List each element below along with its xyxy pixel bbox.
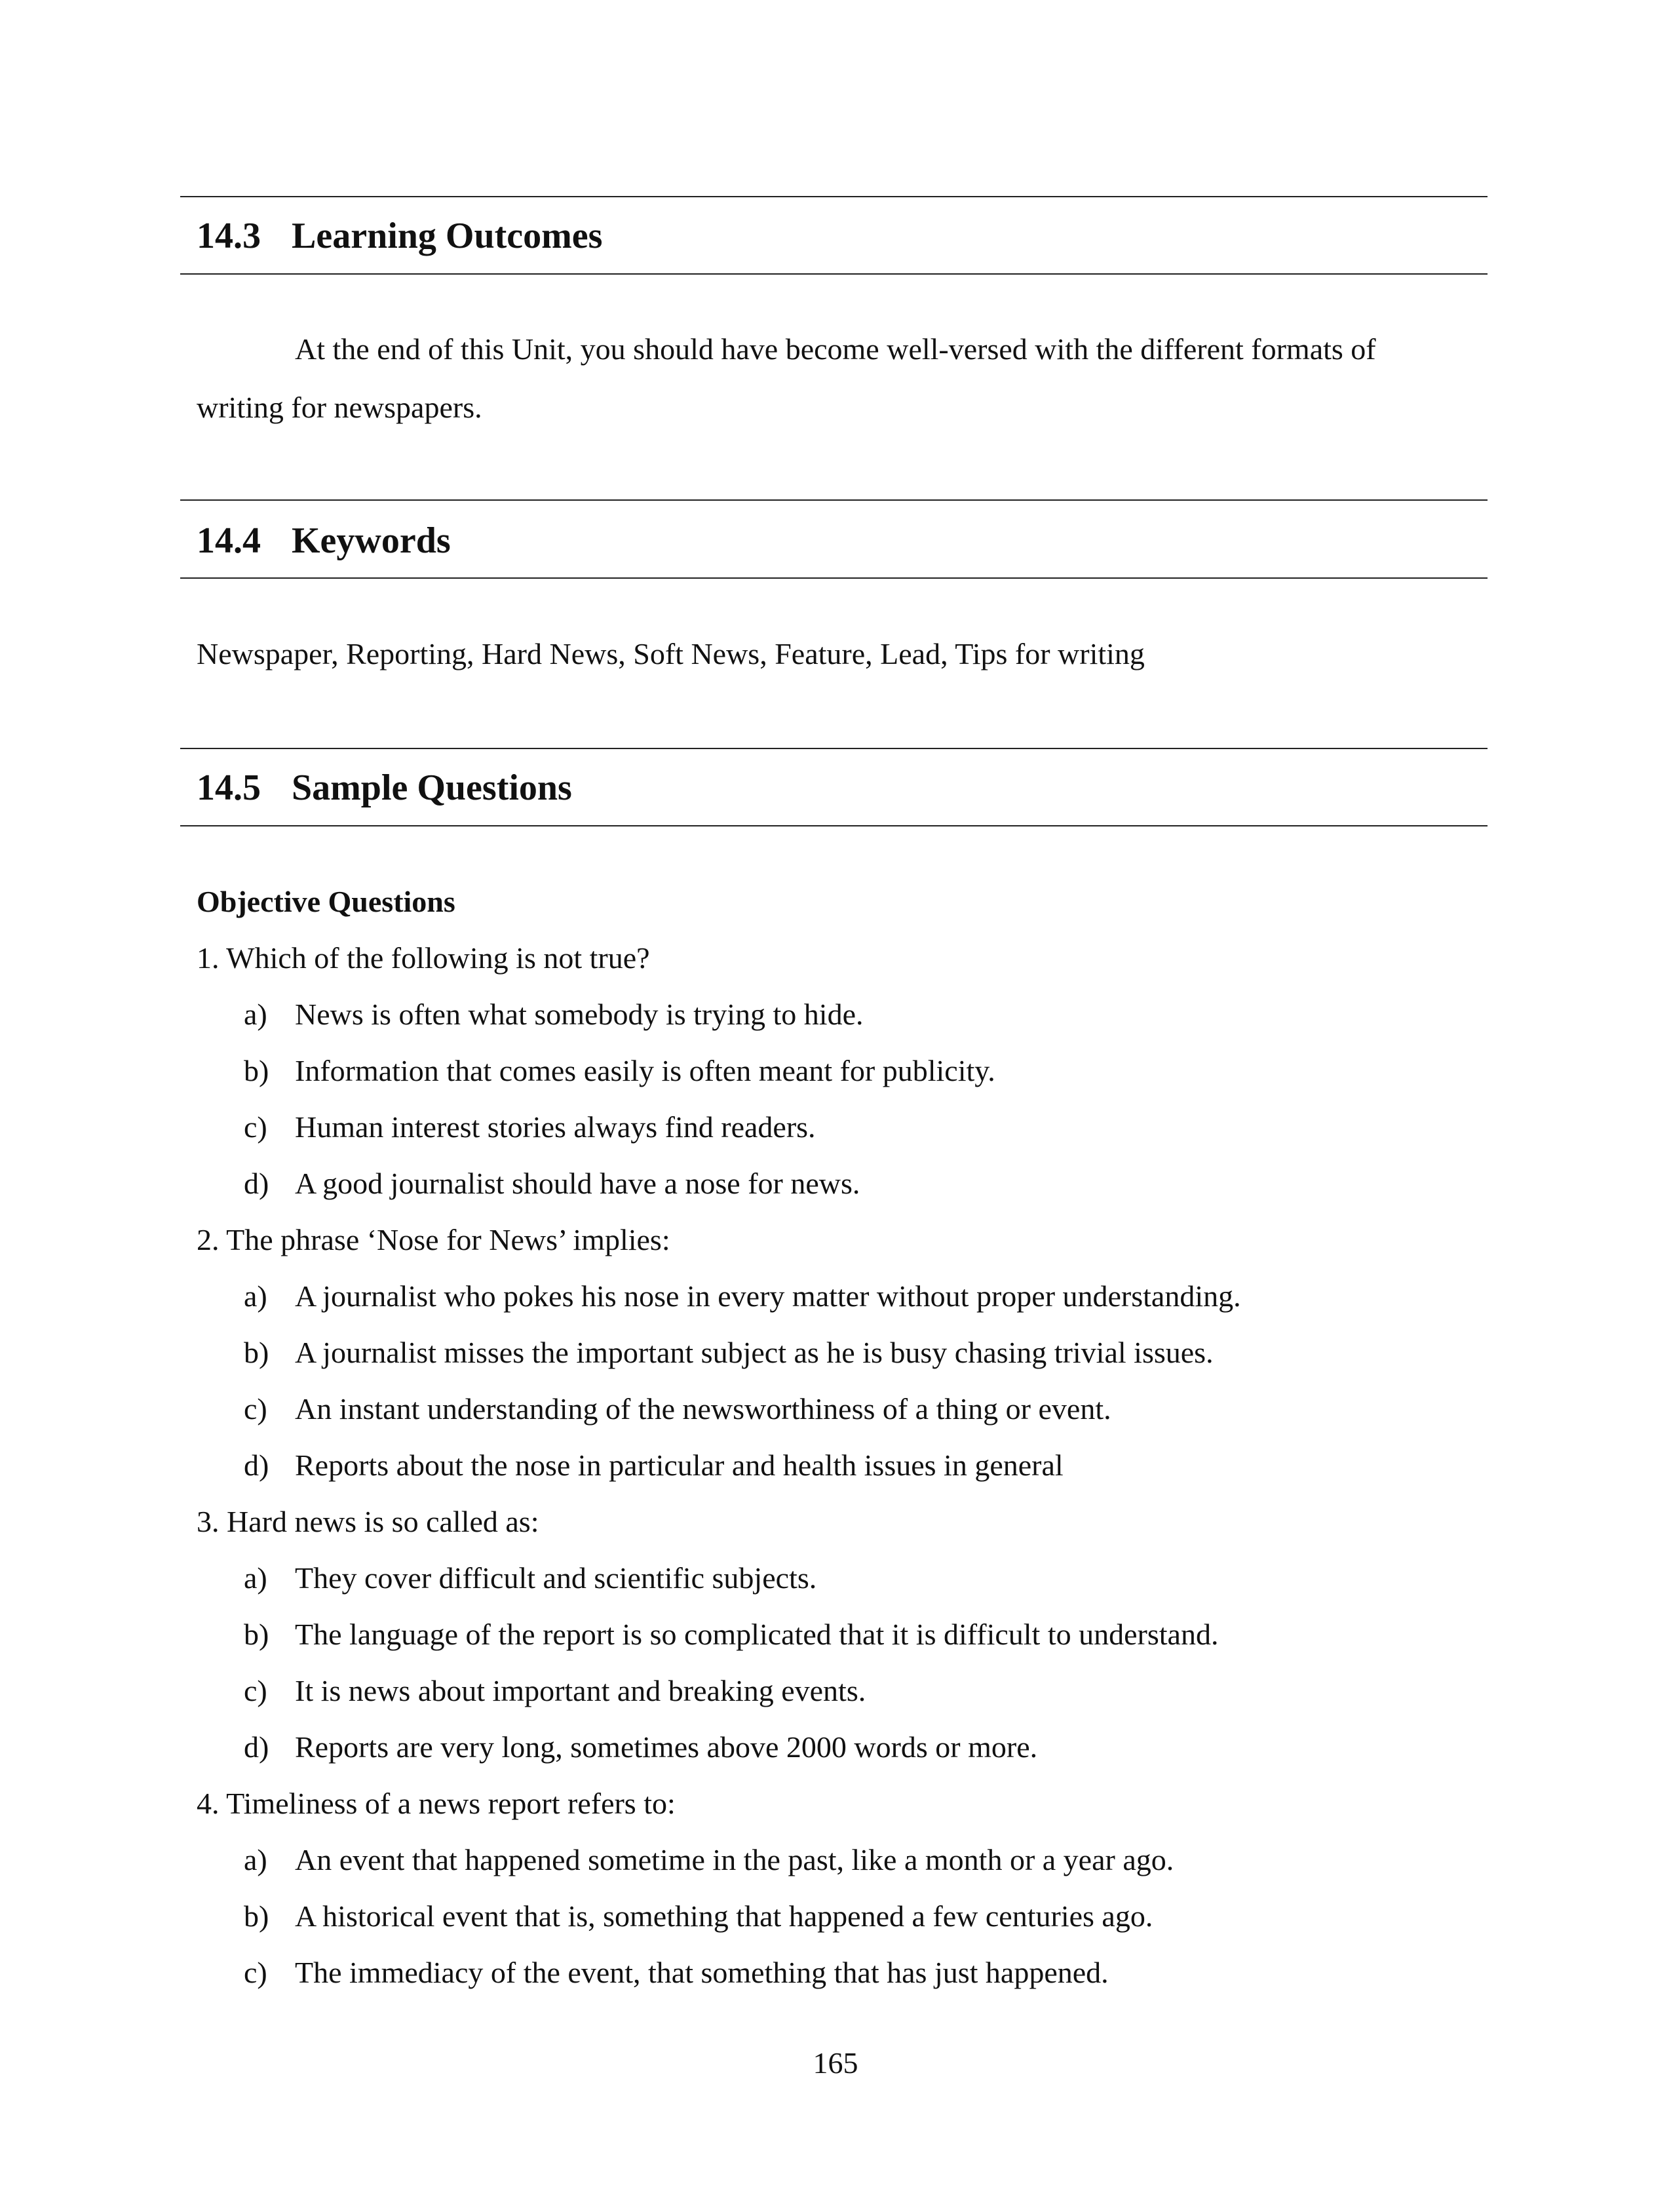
section-rule-bottom — [180, 273, 1488, 275]
option-letter: a) — [244, 1279, 267, 1313]
section-rule-bottom — [180, 825, 1488, 826]
option-letter: b) — [244, 1336, 269, 1369]
option-text: News is often what somebody is trying to hide. — [295, 998, 864, 1031]
option-text: The immediacy of the event, that something that has just happened. — [295, 1956, 1109, 1989]
keywords-list: Newspaper, Reporting, Hard News, Soft News, Feature, Lead, Tips for writing — [197, 637, 1145, 670]
question-stem-4: 4. Timeliness of a news report refers to: — [197, 1787, 676, 1820]
option-letter: a) — [244, 998, 267, 1031]
option-letter: d) — [244, 1730, 269, 1764]
option-text: Reports are very long, sometimes above 2000 words or more. — [295, 1730, 1038, 1764]
section-heading-outcomes — [197, 215, 602, 257]
section-heading-questions — [197, 767, 572, 809]
section-rule-top — [180, 748, 1488, 749]
option-letter: b) — [244, 1618, 269, 1651]
option-letter: d) — [244, 1448, 269, 1482]
section-number: 14.5 — [197, 767, 261, 808]
option-text: Reports about the nose in particular and health issues in general — [295, 1448, 1064, 1482]
option-text: An instant understanding of the newsworthiness of a thing or event. — [295, 1392, 1111, 1426]
question-stem-3: 3. Hard news is so called as: — [197, 1505, 539, 1538]
option-letter: b) — [244, 1054, 269, 1087]
option-text: A journalist misses the important subject as he is busy chasing trivial issues. — [295, 1336, 1214, 1369]
section-number: 14.3 — [197, 216, 261, 256]
option-text: An event that happened sometime in the past, like a month or a year ago. — [295, 1843, 1174, 1876]
section-title: Keywords — [292, 520, 451, 561]
section-number: 14.4 — [197, 520, 261, 561]
section-rule-bottom — [180, 577, 1488, 579]
option-text: A journalist who pokes his nose in every matter without proper understanding. — [295, 1279, 1241, 1313]
option-letter: b) — [244, 1899, 269, 1933]
section-title: Sample Questions — [292, 767, 572, 808]
option-text: The language of the report is so complicated that it is difficult to understand. — [295, 1618, 1219, 1651]
option-text: A historical event that is, something that happened a few centuries ago. — [295, 1899, 1153, 1933]
option-letter: c) — [244, 1392, 267, 1426]
question-stem-2: 2. The phrase ‘Nose for News’ implies: — [197, 1223, 670, 1256]
option-text: Human interest stories always find readers. — [295, 1110, 816, 1144]
option-text: It is news about important and breaking events. — [295, 1674, 866, 1707]
option-letter: c) — [244, 1110, 267, 1144]
question-stem-1: 1. Which of the following is not true? — [197, 941, 650, 975]
option-text: A good journalist should have a nose for news. — [295, 1167, 860, 1200]
page-number: 165 — [813, 2046, 858, 2080]
section-title: Learning Outcomes — [292, 216, 603, 256]
outcomes-paragraph-line-2: writing for newspapers. — [197, 391, 482, 424]
option-text: Information that comes easily is often meant for publicity. — [295, 1054, 995, 1087]
option-letter: c) — [244, 1674, 267, 1707]
section-heading-keywords — [197, 520, 451, 562]
objective-questions-subheading: Objective Questions — [197, 885, 455, 918]
option-letter: c) — [244, 1956, 267, 1989]
option-text: They cover difficult and scientific subjects. — [295, 1561, 817, 1595]
option-letter: a) — [244, 1843, 267, 1876]
option-letter: a) — [244, 1561, 267, 1595]
section-rule-top — [180, 499, 1488, 501]
outcomes-paragraph-line-1: At the end of this Unit, you should have become well-versed with the different formats of — [295, 332, 1376, 366]
option-letter: d) — [244, 1167, 269, 1200]
section-rule-top — [180, 196, 1488, 197]
